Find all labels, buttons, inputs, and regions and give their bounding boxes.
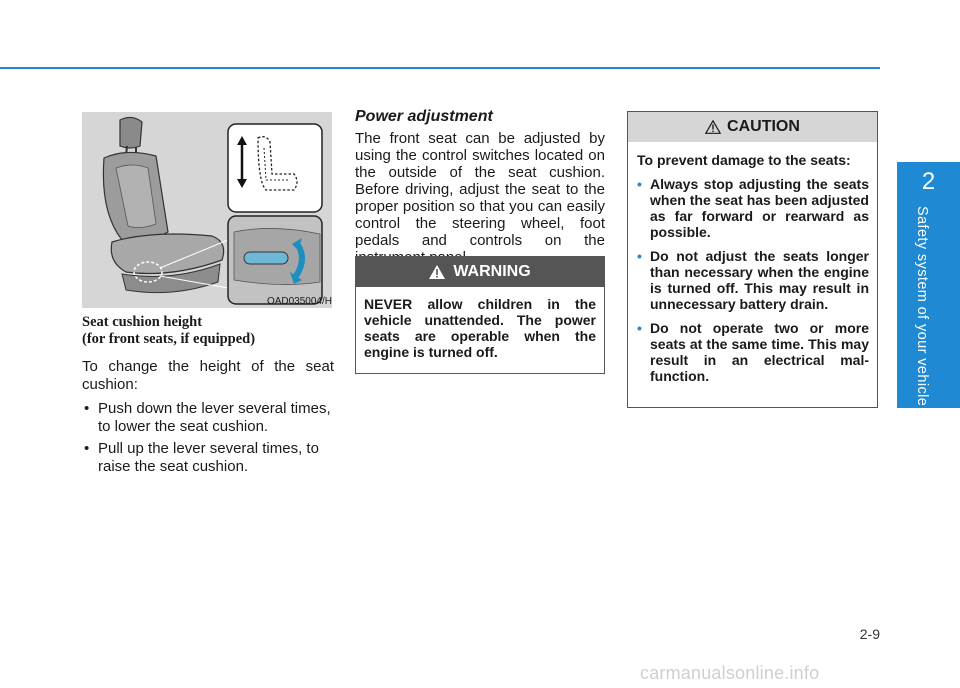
heading-line-1: Seat cushion height (82, 314, 203, 330)
warning-header (356, 257, 604, 287)
seat-drawing (82, 112, 332, 308)
chapter-tab (897, 162, 960, 408)
seat-illustration (82, 112, 332, 308)
caution-title: CAUTION (727, 118, 800, 135)
caution-intro: To prevent damage to the seats: (637, 152, 851, 168)
body-paragraph: The front seat can be adjusted by using the control switches located on the outside of the seat cushion. Before driving, adjust the seat to the proper position so that you can easily control the steering wheel, foot pedals and controls on the (355, 130, 605, 249)
intro-paragraph: To change the height of the seat cushion: (82, 358, 334, 393)
heading-line-2: (for front seats, if equipped) (82, 331, 256, 347)
caution-header (628, 112, 877, 142)
warning-title: WARNING (453, 263, 531, 280)
list-item: • Always stop adjusting the seats when the seat has been adjusted as far forward or rearward as possible. (637, 176, 869, 240)
watermark: carmanualsonline.info (640, 663, 820, 683)
list-item: • Push down the lever several times, to lower the seat cushion. (82, 400, 334, 436)
chapter-number: 2 (921, 168, 936, 195)
caution-body (628, 142, 877, 384)
list-item: • Do not operate two or more seats at the same time. This may result in an electrical mal-function. (637, 320, 869, 384)
page-number: 2-9 (859, 626, 880, 642)
warning-text: NEVER allow children in the vehicle unattended. The power seats are operable when the engine is turned off. (364, 296, 596, 360)
top-rule (0, 67, 880, 69)
seat-cushion-section (82, 314, 334, 480)
figure-code: OAD035004/H (266, 296, 332, 307)
warning-box (355, 256, 605, 374)
caution-icon (705, 120, 721, 134)
caution-list (637, 176, 869, 384)
warning-icon (429, 265, 445, 279)
chapter-title: Safety system of your vehicle (914, 206, 930, 407)
list-item: • Do not adjust the seats longer than necessary when the engine is turned off. This may result in unnecessary battery drain. (637, 248, 869, 312)
section-heading (82, 314, 334, 348)
list-item: • Pull up the lever several times, to raise the seat cushion. (82, 440, 334, 476)
bullet-list (82, 400, 334, 476)
section-heading: Power adjustment (355, 108, 493, 125)
caution-box (627, 111, 878, 408)
power-adjustment-section (355, 108, 605, 272)
